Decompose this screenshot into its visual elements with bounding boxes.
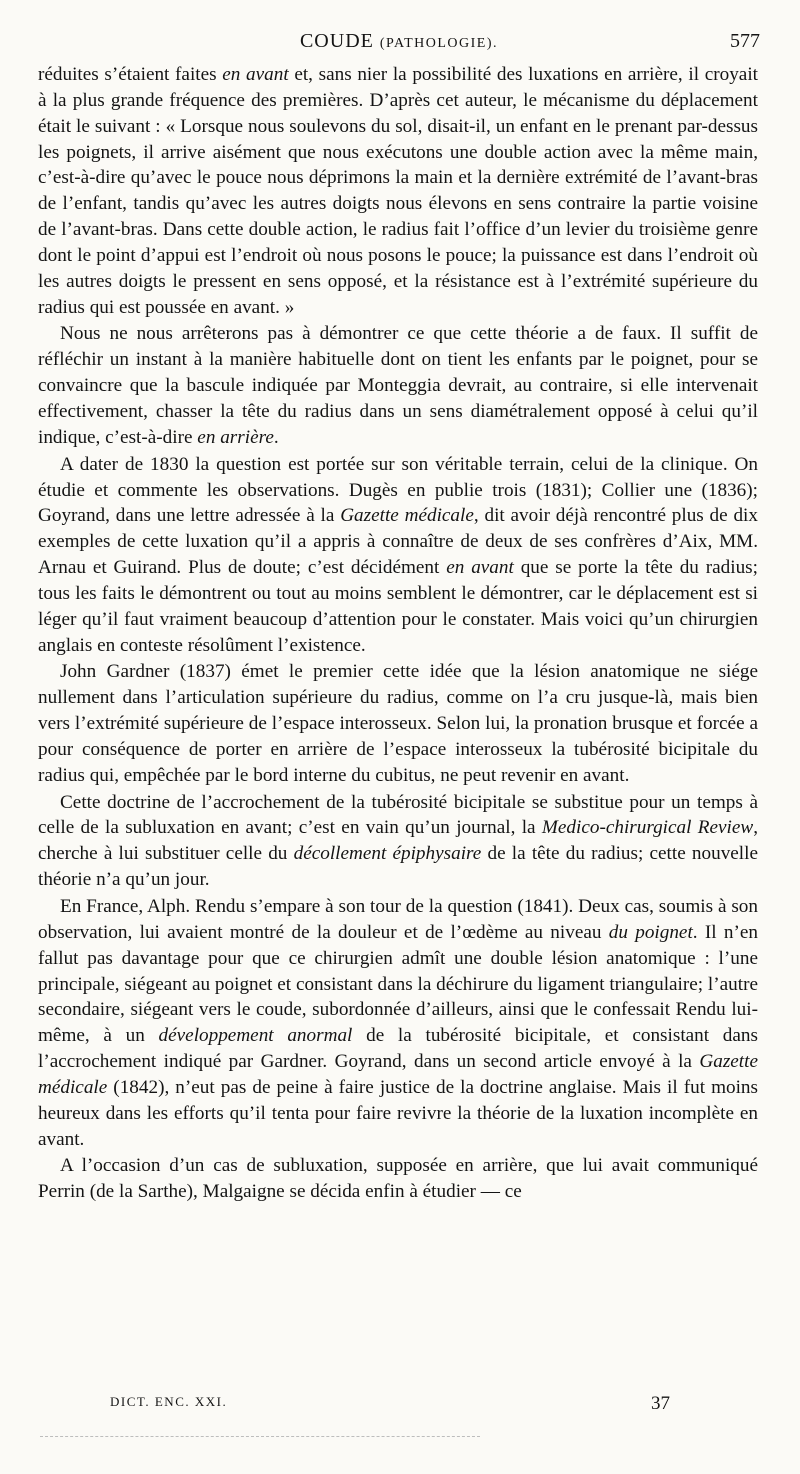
bottom-dotted-rule xyxy=(40,1436,480,1437)
signature-number: 37 xyxy=(651,1393,670,1414)
signature-mark xyxy=(110,1393,227,1411)
italic-run: en avant xyxy=(222,64,289,85)
header-title: COUDE xyxy=(299,30,374,52)
italic-run: décollement épiphysaire xyxy=(293,843,482,865)
running-header xyxy=(38,30,760,60)
text-run: . Il n’en fallut pas davantage pour que ce chirurgien admît une double lésion anatomique : l’une principale, siégeant au poignet et consistant dans la déchirure du ligament triangulaire; l’autre secondaire, siégeant vers le coude, subordonnée d’ailleurs, ainsi que le confessait Rendu lui-même, à un xyxy=(38,921,758,1047)
text-run: de la tête du radius; cette nouvelle théorie n’a qu’un jour. xyxy=(38,843,758,891)
text-run: de la tubérosité bicipitale, et consistant dans l’accrochement indiqué par Gardner. Goyrand, dans un second article envoyé à la xyxy=(38,1025,758,1073)
text-run: , cherche à lui substituer celle du xyxy=(38,817,758,865)
text-run: Nous ne nous arrêterons pas à démontrer ce que cette théorie a de faux. Il suffit de réfléchir un instant à la manière habituelle dont on tient les enfants par le poignet, pour se convaincre que la bascule indiquée par Monteggia devrait, au contraire, si elle intervenait effectivement, chasser la tête du radius dans un sens diamétralement opposé à celui qu’il indique, c’est-à-dire xyxy=(38,323,758,448)
text-run: , dit avoir déjà rencontré plus de dix exemples de cette luxation qu’il a appris à connaître de deux de ses confrères d’Aix, MM. Arnau et Guirand. Plus de doute; c’est décidément xyxy=(38,505,758,579)
italic-run: Gazette médicale xyxy=(38,1051,758,1098)
paragraph xyxy=(38,659,758,788)
paragraph xyxy=(38,452,758,659)
text-run: . xyxy=(273,426,279,448)
page-number: 577 xyxy=(730,30,760,52)
text-run: A dater de 1830 la question est portée sur son véritable terrain, celui de la clinique. On étudie et commente les observations. Dugès en publie trois (1831); Collier une (1836); Goyrand, dans une lettre adressée à la xyxy=(38,453,758,527)
body-text xyxy=(38,62,758,1205)
text-run: que se porte la tête du radius; tous les faits le démontrent ou tout au moins semblent le démontrer, car le déplacement est si léger qu’il faut vraiment beaucoup d’attention pour le constater. Mais voici qu’un chirurgien anglais en conteste résolûment l’existence. xyxy=(38,557,758,656)
paragraph xyxy=(38,790,758,893)
italic-run: développement anormal xyxy=(158,1025,353,1047)
header-subtitle: (PATHOLOGIE). xyxy=(379,36,499,51)
text-run: A l’occasion d’un cas de subluxation, supposée en arrière, que lui avait communiqué Perrin (de la Sarthe), Malgaigne se décida enfin à étudier — ce xyxy=(38,1155,758,1203)
paragraph xyxy=(38,321,758,450)
italic-run: en avant xyxy=(446,557,514,579)
paragraph xyxy=(38,62,758,320)
text-run: En France, Alph. Rendu s’empare à son tour de la question (1841). Deux cas, soumis à son observation, lui avaient montré de la douleur et de l’œdème au niveau xyxy=(38,896,758,943)
text-run: (1842), n’eut pas de peine à faire justice de la doctrine anglaise. Mais il fut moins heureux dans les efforts qu’il tenta pour faire revivre la théorie de la luxation incomplète en avant. xyxy=(38,1076,758,1150)
text-run: Cette doctrine de l’accrochement de la tubérosité bicipitale se substitue pour un temps à celle de la subluxation en avant; c’est en vain qu’un journal, la xyxy=(38,791,758,839)
italic-run: du poignet xyxy=(608,921,693,943)
text-run: réduites s’étaient faites xyxy=(38,64,223,85)
paragraph xyxy=(38,894,758,1152)
paragraph xyxy=(38,1153,758,1205)
italic-run: en arrière xyxy=(197,426,274,448)
text-run: John Gardner (1837) émet le premier cette idée que la lésion anatomique ne siége nullement dans l’articulation supérieure du radius, comme on l’a cru jusque-là, mais bien vers l’extrémité supérieure de l’espace interosseux. Selon lui, la pronation brusque et forcée a pour conséquence de porter en arrière de l’espace interosseux la tubérosité bicipitale du radius qui, empêchée par le bord interne du cubitus, ne peut revenir en avant. xyxy=(38,661,758,786)
italic-run: Gazette médicale xyxy=(340,505,474,527)
header-title-line xyxy=(38,30,760,53)
signature-text: DICT. ENC. XXI. xyxy=(110,1394,228,1409)
page-footer xyxy=(110,1393,670,1417)
text-run: et, sans nier la possibilité des luxations en arrière, il croyait à la plus grande fréquence des premières. D’après cet auteur, le mécanisme du déplacement était le suivant : « Lorsque nous soulevons du sol, disait-il, un enfant en le prenant par-dessus les poignets, il arrive aisément que nous exécutons une double action avec la même main, c’est-à-dire qu’avec le pouce nous déprimons la main et la dernière extrémité de l’avant-bras de l’enfant, tandis qu’avec les autres doigts nous élevons en sens contraire la partie voisine de l’avant-bras. Dans cette double action, le radius fait l’office d’un levier du troisième genre dont le point d’appui est l’endroit où nous posons le pouce; la puissance est dans l’endroit où les autres doigts le pressent en sens opposé, et la résistance est à l’extrémité supérieure du radius qui est poussée en avant. » xyxy=(38,64,758,318)
italic-run: Medico-chirurgical Review xyxy=(541,817,754,839)
